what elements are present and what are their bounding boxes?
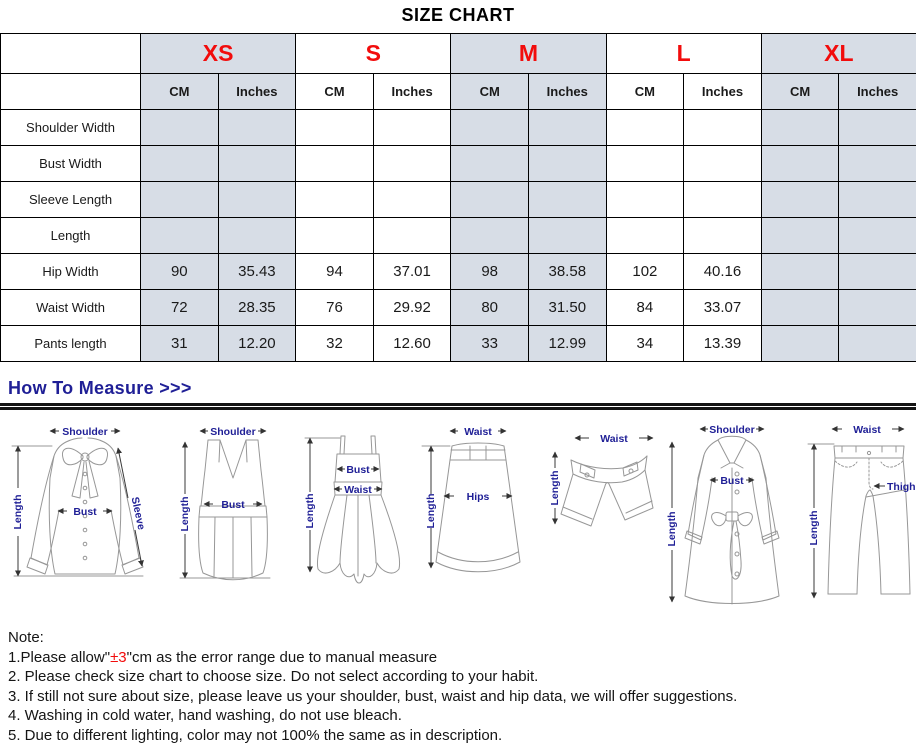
size-value-cell: 102 xyxy=(606,254,684,290)
unit-header-row xyxy=(1,74,916,110)
coat-length-label: Length xyxy=(666,511,678,547)
size-header-s: S xyxy=(296,34,451,74)
row-label: Hip Width xyxy=(1,254,141,290)
size-value-cell xyxy=(296,110,374,146)
dress-diagram xyxy=(295,416,420,618)
size-value-cell xyxy=(684,146,762,182)
unit-header-inches: Inches xyxy=(839,74,916,110)
size-table xyxy=(0,33,916,362)
dress-outline xyxy=(305,436,400,583)
size-value-cell: 31.50 xyxy=(528,290,606,326)
size-value-cell xyxy=(218,146,296,182)
measure-figures xyxy=(0,416,916,618)
size-value-cell xyxy=(606,110,684,146)
size-value-cell xyxy=(141,110,219,146)
size-value-cell xyxy=(761,218,839,254)
size-value-cell: 12.20 xyxy=(218,326,296,362)
skirt-diagram xyxy=(420,416,535,618)
size-value-cell xyxy=(839,182,916,218)
pants-diagram xyxy=(800,416,916,618)
size-value-cell xyxy=(373,218,451,254)
size-value-cell: 72 xyxy=(141,290,219,326)
size-value-cell xyxy=(451,218,529,254)
size-value-cell: 40.16 xyxy=(684,254,762,290)
blouse-shoulder-label: Shoulder xyxy=(62,426,108,438)
note-line-2: 2. Please check size chart to choose size. Do not select according to your habit. xyxy=(8,668,539,685)
size-header-xl: XL xyxy=(761,34,916,74)
row-label: Waist Width xyxy=(1,290,141,326)
size-value-cell xyxy=(373,146,451,182)
size-value-cell: 37.01 xyxy=(373,254,451,290)
size-header-row xyxy=(1,34,916,74)
size-value-cell xyxy=(761,326,839,362)
note-line-1-post: "cm as the error range due to manual measure xyxy=(126,648,438,666)
coat-diagram xyxy=(660,416,800,618)
unit-header-inches: Inches xyxy=(373,74,451,110)
row-label: Length xyxy=(1,218,141,254)
table-row xyxy=(1,146,916,182)
blouse-bust-label: Bust xyxy=(73,506,97,518)
size-value-cell xyxy=(296,146,374,182)
size-value-cell: 12.99 xyxy=(528,326,606,362)
size-value-cell: 98 xyxy=(451,254,529,290)
size-value-cell xyxy=(218,182,296,218)
size-value-cell xyxy=(218,110,296,146)
size-value-cell xyxy=(606,182,684,218)
table-row xyxy=(1,218,916,254)
size-value-cell: 38.58 xyxy=(528,254,606,290)
size-value-cell xyxy=(839,218,916,254)
tank-shoulder-label: Shoulder xyxy=(210,426,256,438)
unit-header-cm: CM xyxy=(141,74,219,110)
table-row xyxy=(1,110,916,146)
size-value-cell xyxy=(296,218,374,254)
size-value-cell xyxy=(451,110,529,146)
size-value-cell: 94 xyxy=(296,254,374,290)
pants-outline xyxy=(808,444,910,594)
row-label: Sleeve Length xyxy=(1,182,141,218)
size-value-cell xyxy=(684,182,762,218)
size-value-cell xyxy=(839,110,916,146)
size-value-cell: 28.35 xyxy=(218,290,296,326)
note-line-4: 4. Washing in cold water, hand washing, do not use bleach. xyxy=(8,707,402,724)
size-value-cell xyxy=(373,110,451,146)
size-value-cell xyxy=(684,218,762,254)
coat-shoulder-label: Shoulder xyxy=(709,424,755,436)
shorts-outline xyxy=(561,456,653,526)
table-row xyxy=(1,182,916,218)
size-header-xs: XS xyxy=(141,34,296,74)
coat-bust-label: Bust xyxy=(720,475,744,487)
dress-waist-label: Waist xyxy=(344,484,372,496)
size-value-cell xyxy=(606,146,684,182)
size-value-cell: 84 xyxy=(606,290,684,326)
size-value-cell xyxy=(761,146,839,182)
size-value-cell xyxy=(451,182,529,218)
row-label: Pants length xyxy=(1,326,141,362)
size-value-cell: 33.07 xyxy=(684,290,762,326)
notes-section xyxy=(8,628,916,745)
size-value-cell: 35.43 xyxy=(218,254,296,290)
size-value-cell: 34 xyxy=(606,326,684,362)
shorts-waist-label: Waist xyxy=(600,433,628,445)
dress-length-label: Length xyxy=(304,493,316,529)
unit-header-cm: CM xyxy=(606,74,684,110)
size-value-cell xyxy=(528,182,606,218)
unit-header-cm: CM xyxy=(451,74,529,110)
size-value-cell xyxy=(141,146,219,182)
size-value-cell xyxy=(451,146,529,182)
size-value-cell xyxy=(218,218,296,254)
size-value-cell xyxy=(761,290,839,326)
skirt-waist-label: Waist xyxy=(464,426,492,438)
size-value-cell: 12.60 xyxy=(373,326,451,362)
corner-cell xyxy=(1,74,141,110)
table-row xyxy=(1,254,916,290)
blouse-diagram xyxy=(0,416,170,618)
size-value-cell xyxy=(761,182,839,218)
size-value-cell: 80 xyxy=(451,290,529,326)
unit-header-inches: Inches xyxy=(218,74,296,110)
size-value-cell xyxy=(528,218,606,254)
unit-header-inches: Inches xyxy=(684,74,762,110)
size-value-cell xyxy=(528,146,606,182)
note-line-1-pre: 1.Please allow" xyxy=(8,648,111,666)
page-title: SIZE CHART xyxy=(401,5,515,25)
corner-cell xyxy=(1,34,141,74)
size-value-cell: 32 xyxy=(296,326,374,362)
size-header-m: M xyxy=(451,34,606,74)
unit-header-cm: CM xyxy=(296,74,374,110)
size-value-cell xyxy=(141,218,219,254)
skirt-length-label: Length xyxy=(425,493,437,529)
tank-top-diagram xyxy=(170,416,295,618)
note-line-5: 5. Due to different lighting, color may not 100% the same as in description. xyxy=(8,726,503,744)
row-label: Bust Width xyxy=(1,146,141,182)
note-line-1 xyxy=(8,648,916,668)
divider-line xyxy=(0,403,916,410)
size-value-cell xyxy=(606,218,684,254)
size-value-cell xyxy=(839,146,916,182)
note-title: Note: xyxy=(8,629,44,646)
size-value-cell xyxy=(839,290,916,326)
shorts-diagram xyxy=(535,416,660,618)
size-value-cell xyxy=(839,326,916,362)
size-value-cell: 13.39 xyxy=(684,326,762,362)
size-value-cell xyxy=(296,182,374,218)
size-value-cell xyxy=(528,110,606,146)
size-value-cell xyxy=(373,182,451,218)
blouse-length-label: Length xyxy=(12,494,24,530)
size-value-cell: 31 xyxy=(141,326,219,362)
coat-outline xyxy=(685,436,779,604)
size-value-cell xyxy=(761,110,839,146)
pants-thigh-label: Thigh xyxy=(887,481,916,493)
size-value-cell xyxy=(839,254,916,290)
row-label: Shoulder Width xyxy=(1,110,141,146)
unit-header-cm: CM xyxy=(761,74,839,110)
size-value-cell xyxy=(684,110,762,146)
size-value-cell: 90 xyxy=(141,254,219,290)
size-value-cell xyxy=(141,182,219,218)
unit-header-inches: Inches xyxy=(528,74,606,110)
note-line-3: 3. If still not sure about size, please leave us your shoulder, bust, waist and hip data, we will offer suggestions. xyxy=(8,687,738,705)
dress-bust-label: Bust xyxy=(346,464,370,476)
note-line-1-tolerance: ±3 xyxy=(110,648,127,666)
skirt-hips-label: Hips xyxy=(466,491,490,503)
blouse-sleeve-label: Sleeve xyxy=(128,495,148,531)
how-to-measure-heading: How To Measure >>> xyxy=(8,378,192,398)
size-value-cell xyxy=(761,254,839,290)
size-table-body xyxy=(1,110,916,362)
size-value-cell: 76 xyxy=(296,290,374,326)
size-value-cell: 33 xyxy=(451,326,529,362)
table-row xyxy=(1,326,916,362)
size-value-cell: 29.92 xyxy=(373,290,451,326)
table-row xyxy=(1,290,916,326)
tank-bust-label: Bust xyxy=(221,499,245,511)
size-header-l: L xyxy=(606,34,761,74)
pants-length-label: Length xyxy=(808,510,820,546)
pants-waist-label: Waist xyxy=(853,424,881,436)
shorts-length-label: Length xyxy=(549,470,561,506)
tank-length-label: Length xyxy=(179,496,191,532)
